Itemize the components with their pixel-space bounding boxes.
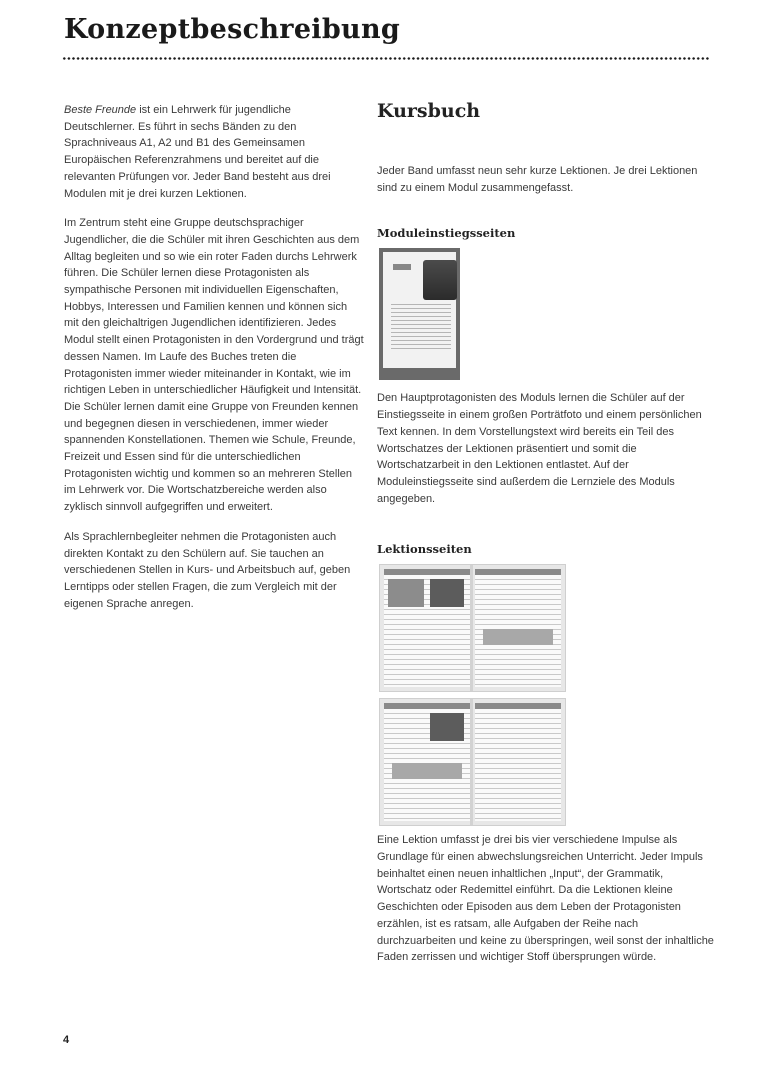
thumbnail-text-lines [391, 304, 451, 352]
module-pages-text: Den Hauptprotagonisten des Moduls lernen die Schüler auf der Einstiegsseite in einem großen Porträtfoto und einem persönlichen Text kennen. In dem Vorstellungstext wird bereits ein Teil des Wortschatzes der Lektionen präsentiert und somit die Wortschatzarbeit in den Lektionen entlastet. Auf der Moduleinstiegsseite sind außerdem die Lernziele des Moduls angegeben. [377, 392, 702, 505]
lesson-pages-heading: Lektionsseiten [377, 542, 472, 557]
page-title: Konzeptbeschreibung [64, 14, 401, 45]
module-pages-heading: Moduleinstiegsseiten [377, 226, 516, 241]
module-page-thumbnail [379, 248, 460, 380]
left-column [64, 102, 364, 625]
lesson-spread-thumbnail-1 [379, 564, 566, 692]
protagonists-paragraph: Im Zentrum steht eine Gruppe deutschsprachiger Jugendlicher, die die Schüler mit ihren Geschichten aus dem Alltag begleiten und so wie ein roter Faden durchs Lehrwerk führen. Die Schüler lernen diese Protagonisten als sympathische Personen mit individuellen Eigenschaften, Hobbys, Interessen und Familien kennen und können sich mit den gleichaltrigen Jugendlichen identifizieren. Jedes Modul stellt einen Protagonisten in den Vordergrund und trägt dessen Namen. Im Laufe des Buches treten die Protagonisten immer wieder miteinander in Kontakt, wie im richtigen Leben in unterschiedlicher Häufigkeit und Intensität. Die Schüler lernen damit eine Gruppe von Freunden kennen und begegnen diesen in verschiedenen, immer wieder spannenden Konstellationen. Themen wie Schule, Freunde, Freizeit und Essen sind für die unterschiedlichen Protagonisten wichtig und kommen so an mehreren Stellen im Lehrwerk vor. Die Wortschatzbereiche werden also zyklisch sinnvoll aufgegriffen und erweitert. [64, 217, 364, 514]
kursbuch-heading: Kursbuch [377, 100, 481, 122]
intro-paragraph [64, 102, 364, 202]
lesson-spread-thumbnail-2 [379, 698, 566, 826]
lesson-pages-text: Eine Lektion umfasst je drei bis vier verschiedene Impulse als Grundlage für einen abwechslungsreichen Unterricht. Jeder Impuls beinhaltet einen neuen inhaltlichen „Input“, der Grammatik, Wortschatz oder Redemittel einführt. Da die Lektionen kleine Geschichten oder Episoden aus dem Leben der Protagonisten erzählen, ist es ratsam, alle Aufgaben der Reihe nach durchzuarbeiten und keine zu überspringen, weil sonst der inhaltliche Faden zerrissen und wichtiger Stoff übersprungen würde. [377, 834, 714, 964]
portrait-photo [423, 260, 457, 300]
intro-paragraph-text: ist ein Lehrwerk für jugendliche Deutschlerner. Es führt in sechs Bänden zu den Sprachniveaus A1, A2 und B1 des Gemeinsamen Europäischen Referenzrahmens und bereitet auf die relevanten Prüfungen vor. Jeder Band besteht aus drei Modulen mit je drei kurzen Lektionen. [64, 104, 331, 200]
dotted-divider [62, 57, 710, 60]
thumbnail-name-label [393, 264, 411, 270]
right-column [377, 100, 717, 966]
book-title-italic: Beste Freunde [64, 104, 137, 116]
companions-paragraph: Als Sprachlernbegleiter nehmen die Protagonisten auch direkten Kontakt zu den Schülern auf. Sie tauchen an verschiedenen Stellen in Kurs- und Arbeitsbuch auf, geben Lerntipps oder stellen Fragen, die zum Vergleich mit der eigenen Sprache anregen. [64, 530, 351, 610]
page-number: 4 [63, 1034, 70, 1046]
kursbuch-intro: Jeder Band umfasst neun sehr kurze Lektionen. Je drei Lektionen sind zu einem Modul zusammengefasst. [377, 165, 698, 194]
